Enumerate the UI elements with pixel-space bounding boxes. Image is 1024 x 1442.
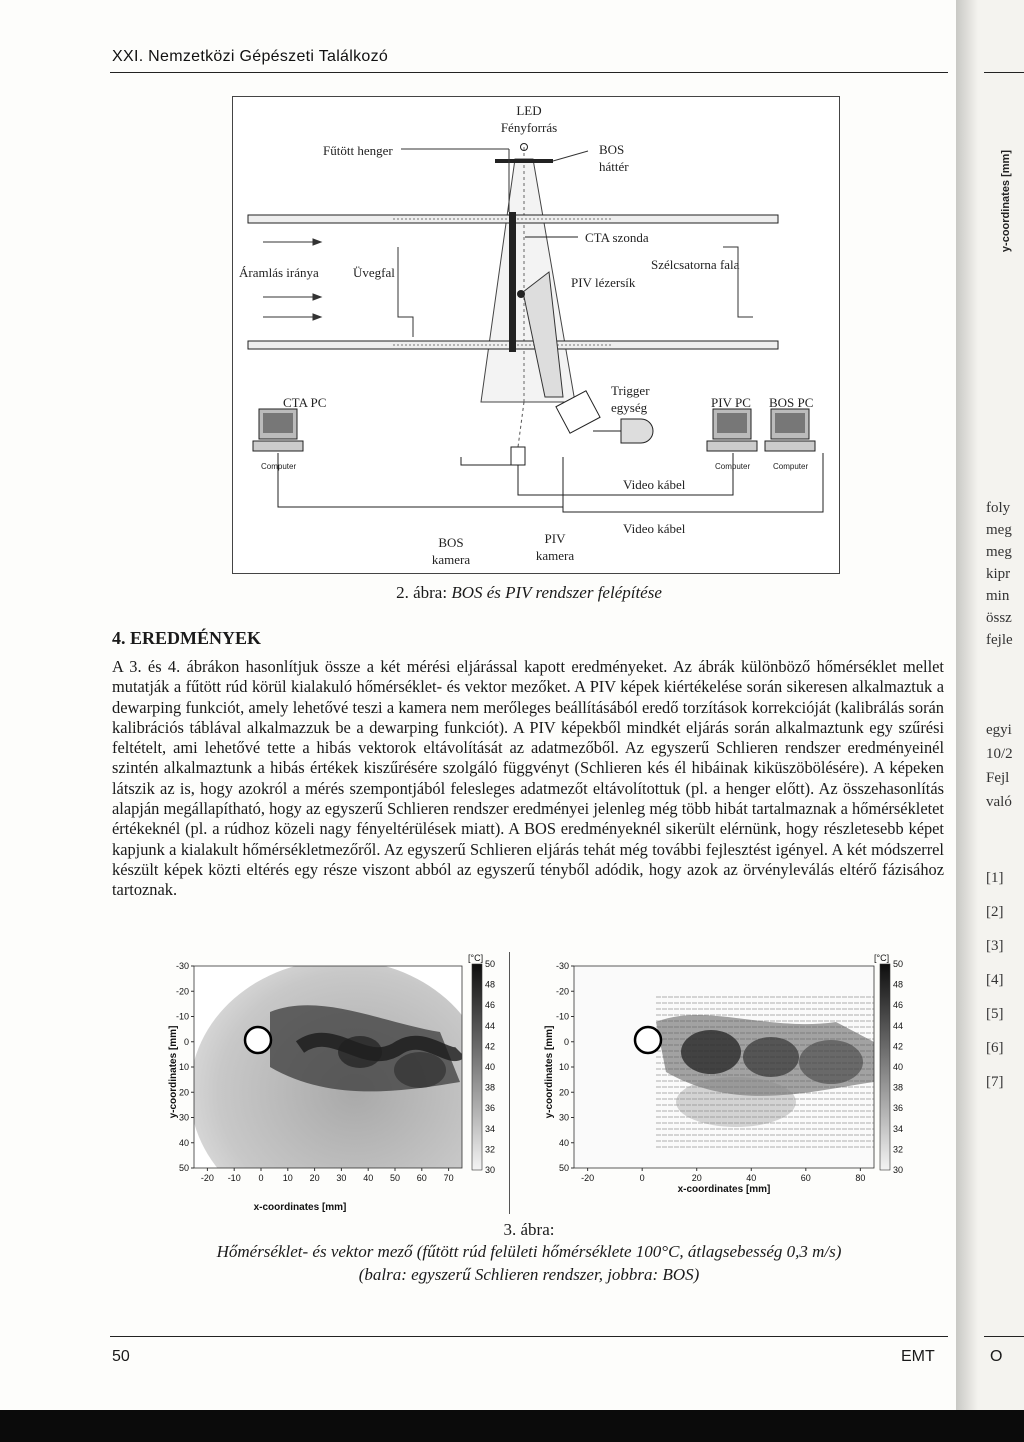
neighbor-word: kipr <box>986 566 1011 582</box>
footer-rule <box>110 1336 948 1337</box>
y-tick-label: -30 <box>175 961 189 971</box>
heatmap-bos <box>536 952 916 1214</box>
trigger-unit-icon <box>621 419 653 443</box>
neighbor-word: Fejl <box>986 770 1010 786</box>
neighbor-reference: [5] <box>986 1006 1004 1022</box>
colorbar-tick-label: 50 <box>893 959 904 969</box>
x-tick-label: 40 <box>746 1173 757 1183</box>
neighbor-axis-label: y-coordinates [mm] <box>1000 150 1012 253</box>
neighbor-reference: [1] <box>986 870 1004 886</box>
neighbor-page-edge <box>956 0 1024 1410</box>
colorbar-tick-label: 42 <box>893 1041 904 1052</box>
neighbor-header-rule <box>984 72 1024 73</box>
neighbor-word: való <box>986 794 1012 810</box>
leader-bos-background <box>553 151 588 161</box>
heated-cylinder-rod <box>509 212 516 352</box>
heatmap-schlieren <box>160 952 505 1214</box>
figure-2-diagram <box>232 96 840 574</box>
colorbar-tick-label: 44 <box>485 1020 496 1031</box>
label-computer-2: Computer <box>715 462 751 471</box>
y-tick-label: 30 <box>558 1112 569 1123</box>
y-tick-label: 0 <box>183 1036 189 1047</box>
label-bos-background-1: BOS <box>599 142 625 157</box>
label-led: LED <box>516 103 542 118</box>
neighbor-reference: [4] <box>986 972 1004 988</box>
x-tick-label: -20 <box>200 1173 214 1183</box>
laser-origin <box>517 290 525 298</box>
label-cta-probe: CTA szonda <box>585 230 649 245</box>
label-bos-background-2: háttér <box>599 159 629 174</box>
neighbor-reference: [6] <box>986 1040 1004 1056</box>
y-tick-label: 20 <box>178 1087 189 1098</box>
y-tick-label: -20 <box>555 986 569 997</box>
x-tick-label: 70 <box>443 1173 454 1183</box>
colorbar-tick-label: 38 <box>485 1082 496 1093</box>
x-tick-label: 0 <box>639 1173 645 1183</box>
colorbar-right <box>880 964 890 1170</box>
colorbar-tick-label: 48 <box>485 979 496 990</box>
header-rule <box>110 72 948 73</box>
label-cta-pc: CTA PC <box>283 395 327 410</box>
label-glass-wall: Üvegfal <box>353 265 395 280</box>
figure-2-caption <box>110 583 948 603</box>
y-tick-label: 30 <box>178 1112 189 1123</box>
y-tick-label: 40 <box>178 1137 189 1148</box>
label-piv-camera-2: kamera <box>535 548 575 563</box>
label-flow-direction: Áramlás iránya <box>239 265 319 280</box>
neighbor-word: meg <box>986 544 1012 560</box>
heatmap-schlieren-svg <box>160 952 505 1214</box>
scan-bottom-edge <box>0 1410 1024 1442</box>
neighbor-footer-rule <box>984 1336 1024 1337</box>
x-tick-label: 0 <box>258 1173 264 1183</box>
cylinder-marker-left <box>245 1027 271 1053</box>
figure-3-divider <box>509 952 510 1214</box>
neighbor-reference: [3] <box>986 938 1004 954</box>
colorbar-tick-label: 40 <box>485 1062 496 1072</box>
neighbor-reference: [2] <box>986 904 1004 920</box>
colorbar-tick-label: 32 <box>485 1144 496 1155</box>
left-colorbar-ticks <box>485 959 495 1175</box>
heatmap-bos-svg <box>536 952 916 1214</box>
colorbar-unit-right: [°C] <box>874 953 890 963</box>
x-tick-label: 50 <box>389 1173 401 1183</box>
left-x-ticks <box>201 1168 454 1183</box>
label-piv-pc: PIV PC <box>711 395 751 410</box>
piv-pc-icon <box>707 409 757 451</box>
x-tick-label: -20 <box>581 1173 595 1183</box>
colorbar-tick-label: 46 <box>485 1000 496 1011</box>
publisher-mark: EMT <box>901 1348 935 1365</box>
x-tick-label: 20 <box>309 1173 320 1183</box>
x-tick-label: 60 <box>800 1173 811 1183</box>
colorbar-tick-label: 36 <box>485 1103 496 1114</box>
label-computer-3: Computer <box>773 462 809 471</box>
label-tunnel-wall: Szélcsatorna fala <box>651 257 740 272</box>
y-tick-label: 50 <box>558 1163 569 1173</box>
colorbar-tick-label: 40 <box>893 1062 904 1072</box>
right-y-ticks <box>556 961 574 1173</box>
cylinder-marker-right <box>635 1027 661 1053</box>
figure-3-caption-line-2: (balra: egyszerű Schlieren rendszer, jobbra: BOS) <box>358 1265 700 1284</box>
label-trigger-1: Trigger <box>611 383 650 398</box>
y-tick-label: 10 <box>558 1062 569 1072</box>
y-tick-label: -10 <box>175 1011 189 1022</box>
y-axis-label-left: y-coordinates [mm] <box>168 1025 179 1119</box>
x-tick-label: 80 <box>855 1173 866 1183</box>
colorbar-tick-label: 32 <box>893 1144 904 1155</box>
bos-view-line <box>518 402 524 447</box>
trigger-cable <box>461 457 518 465</box>
y-tick-label: 50 <box>178 1163 189 1173</box>
right-colorbar-ticks <box>893 959 903 1175</box>
label-bos-pc: BOS PC <box>769 395 814 410</box>
label-bos-camera-1: BOS <box>438 535 464 550</box>
label-video-cable-1: Video kábel <box>623 477 686 492</box>
y-tick-label: 10 <box>178 1062 189 1072</box>
label-piv-laser-sheet: PIV lézersík <box>571 275 636 290</box>
figure-2-number: 2. ábra: <box>396 583 448 602</box>
x-tick-label: 30 <box>336 1173 347 1183</box>
y-tick-label: 20 <box>558 1087 569 1098</box>
y-tick-label: 0 <box>563 1036 569 1047</box>
colorbar-tick-label: 38 <box>893 1082 904 1093</box>
y-tick-label: -10 <box>555 1011 569 1022</box>
x-tick-label: 40 <box>363 1173 374 1183</box>
section-heading: 4. EREDMÉNYEK <box>112 628 262 648</box>
colorbar-unit-left: [°C] <box>468 953 484 963</box>
colorbar-tick-label: 48 <box>893 979 904 990</box>
page-number: 50 <box>112 1348 130 1365</box>
figure-3-number: 3. ábra: <box>503 1220 555 1239</box>
neighbor-word: egyi <box>986 722 1012 738</box>
y-tick-label: -30 <box>555 961 569 971</box>
colorbar-tick-label: 44 <box>893 1020 904 1031</box>
colorbar-tick-label: 34 <box>485 1123 496 1134</box>
page-gutter-shadow <box>956 0 978 1410</box>
colorbar-tick-label: 36 <box>893 1103 904 1114</box>
label-bos-camera-2: kamera <box>431 552 471 567</box>
colorbar-tick-label: 34 <box>893 1123 904 1134</box>
bos-pc-icon <box>765 409 815 451</box>
label-video-cable-2: Video kábel <box>623 521 686 536</box>
colorbar-tick-label: 30 <box>485 1165 496 1175</box>
colorbar-tick-label: 42 <box>485 1041 496 1052</box>
x-axis-label-left: x-coordinates [mm] <box>253 1202 347 1213</box>
neighbor-word: min <box>986 588 1010 604</box>
heatmap-bos-field <box>574 966 874 1168</box>
light-cone <box>481 159 575 402</box>
neighbor-word: össz <box>986 610 1012 626</box>
neighbor-footer: O <box>990 1348 1003 1365</box>
neighbor-word: meg <box>986 522 1012 538</box>
neighbor-word: fejle <box>986 632 1013 648</box>
figure-3-caption-line-1: Hőmérséklet- és vektor mező (fűtött rúd felületi hőmérséklete 100°C, átlagsebesség 0,3 m/s) <box>216 1242 842 1261</box>
colorbar-tick-label: 30 <box>893 1165 904 1175</box>
label-trigger-2: egység <box>611 400 648 415</box>
label-heated-cylinder: Fűtött henger <box>323 143 393 158</box>
y-axis-label-right: y-coordinates [mm] <box>544 1025 555 1119</box>
neighbor-word: foly <box>986 500 1011 516</box>
glass-wall-marker <box>398 247 413 337</box>
body-paragraph: A 3. és 4. ábrákon hasonlítjuk össze a két mérési eljárással kapott eredményeket. Az ábrák különböző hőmérséklet mellet mutatják a fűtött rúd körül kialakuló hőmérséklet- és vektor mezőket. A PIV képek kiértékelése során sikeresen alkalmaztuk a dewarping funkciót, amely lehetővé teszi a kamera nem merőleges beállításából eredő torzítások korrekcióját (kalibrálás során kalibrációs táblával alkalmazzuk be a dewarping funkciót). A PIV képekből mindkét eljárás során alkalmaztunk egy szűrési feltételt, ami lehetővé tette a hibás vektorok eltávolítását az adatmezőből. Az egyszerű Schlieren rendszer eredményeinél szintén alkalmaztunk a hibás értékek kiszűrésére szolgáló függvényt (Schlieren kés él hibáinak kiküszöbölésére). A képeken látszik az is, hogy azokról a mérés szempontjából felesleges adatmezőt eltávolítottuk (pl. a henger előtt). Az összehasonlítás alapján megállapítható, hogy az egyszerű Schlieren rendszer eredményei jelenleg még több hibát tartalmaznak a hőmérsékletet értékeknél (pl. a rúdhoz közeli nagy fényeltérülések miatt). A BOS eredményeknél sikerült elérnünk, hogy részletesebb képet kapjunk a kialakult hőmérsékletmezőről. Az egyszerű Schlieren eljárás tehát még további fejlesztést igényel. A két módszerrel készült képek közti eltérés egy része viszont abból az egyszerű tényből adódik, hogy azok az örvényleválás eltérő fázisához tartoznak. <box>112 657 944 900</box>
y-tick-label: -20 <box>175 986 189 997</box>
right-x-ticks <box>581 1168 865 1183</box>
y-tick-label: 40 <box>558 1137 569 1148</box>
setup-diagram <box>233 97 839 573</box>
label-light-source: Fényforrás <box>500 120 558 135</box>
x-tick-label: -10 <box>227 1173 241 1183</box>
colorbar-left <box>472 964 482 1170</box>
colorbar-tick-label: 46 <box>893 1000 904 1011</box>
x-tick-label: 60 <box>416 1173 427 1183</box>
neighbor-reference: [7] <box>986 1074 1004 1090</box>
neighbor-word: 10/2 <box>986 746 1013 762</box>
bos-background-plate <box>495 159 553 163</box>
running-header: XXI. Nemzetközi Gépészeti Találkozó <box>112 48 389 65</box>
bos-camera-icon <box>511 447 525 465</box>
figure-2-title: BOS és PIV rendszer felépítése <box>451 583 662 602</box>
x-axis-label-right: x-coordinates [mm] <box>677 1184 771 1195</box>
label-piv-camera-1: PIV <box>544 531 566 546</box>
x-tick-label: 10 <box>282 1173 293 1183</box>
label-computer-1: Computer <box>261 462 297 471</box>
body-paragraph-block <box>112 657 944 901</box>
colorbar-tick-label: 50 <box>485 959 496 969</box>
x-tick-label: 20 <box>691 1173 702 1183</box>
cta-pc-icon <box>253 409 303 451</box>
